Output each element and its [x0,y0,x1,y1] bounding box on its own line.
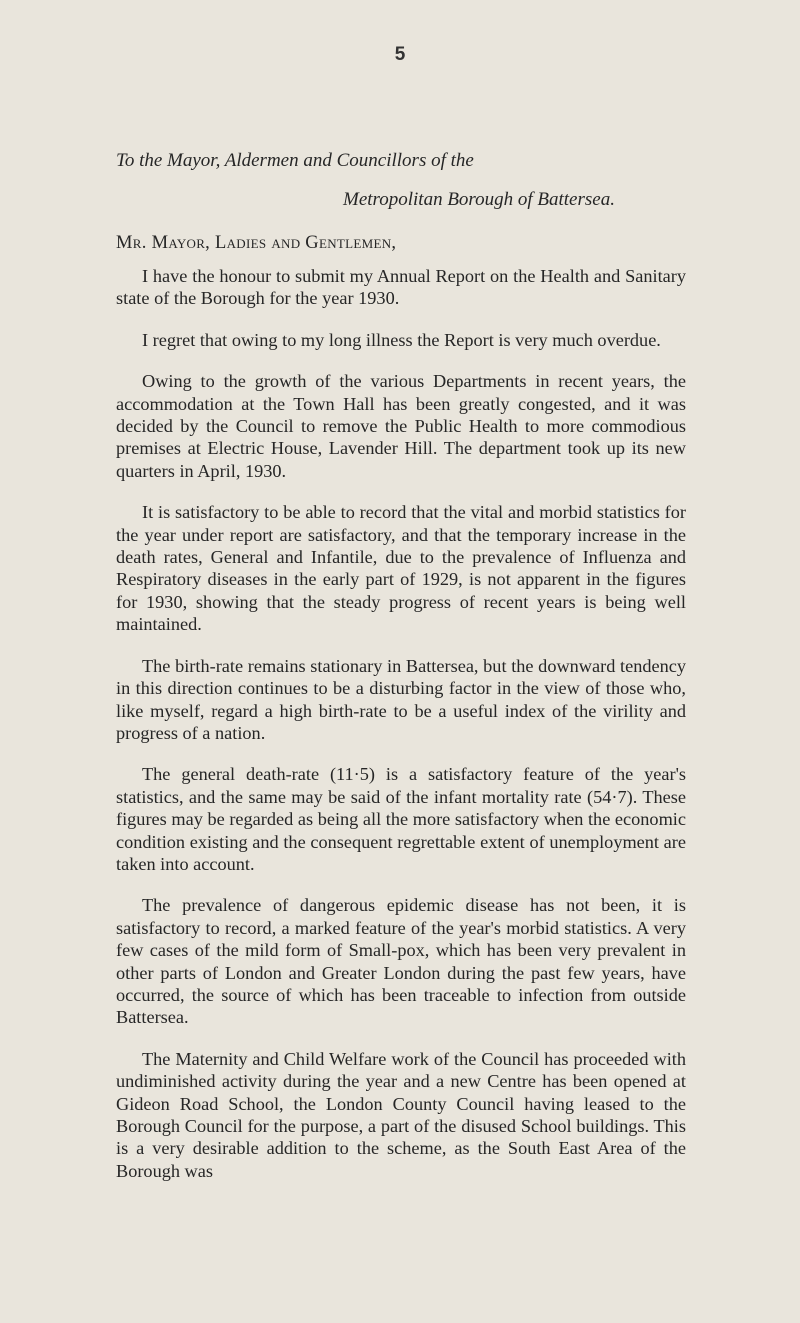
paragraph-maternity-welfare: The Maternity and Child Welfare work of the Council has proceeded with undiminished activity during the year and a new Centre has been opened at Gideon Road School, the London County Council having leased to the Borough Council for the purpose, a part of the disused School buildings. This is a very desirable addition to the scheme, as the South East Area of the Borough was [116,1048,686,1181]
paragraph-birth-rate: The birth-rate remains stationary in Battersea, but the downward tendency in this direction continues to be a disturbing factor in the view of those who, like myself, regard a high birth-rate to be a useful index of the virility and progress of a nation. [116,655,686,743]
addressee-line-2: Metropolitan Borough of Battersea. [343,189,615,210]
paragraph-death-rate: The general death-rate (11·5) is a satisfactory feature of the year's statistics, and the same may be said of the infant mortality rate (54·7). These figures may be regarded as being all the more satisfactory when the economic condition existing and the consequent regrettable extent of unemployment are taken into account. [116,764,686,874]
paragraph-vital-statistics: It is satisfactory to be able to record that the vital and morbid statistics for the year under report are satisfactory, and that the temporary increase in the death rates, General and Infantile, due to the prevalence of Influenza and Respiratory diseases in the early part of 1929, is not apparent in the figures for 1930, showing that the steady progress of recent years is being well maintained. [116,502,686,635]
paragraph-epidemic-disease: The prevalence of dangerous epidemic disease has not been, it is satisfactory to record, a marked feature of the year's morbid statistics. A very few cases of the mild form of Small-pox, which has been very prevalent in other parts of London and Greater London during the past few years, have occurred, the source of which has been traceable to infection from outside Battersea. [116,895,686,1028]
salutation: Mr. Mayor, Ladies and Gentlemen, [116,233,397,253]
addressee-line-1: To the Mayor, Aldermen and Councillors of the [116,150,474,171]
page-number: 5 [394,44,406,65]
paragraph-overdue: I regret that owing to my long illness the Report is very much overdue. [142,329,661,350]
paragraph-annual-report: I have the honour to submit my Annual Report on the Health and Sanitary state of the Borough for the year 1930. [116,266,686,309]
paragraph-department-move: Owing to the growth of the various Departments in recent years, the accommodation at the Town Hall has been greatly congested, and it was decided by the Council to remove the Public Health to more commodious premises at Electric House, Lavender Hill. The department took up its new quarters in April, 1930. [116,371,686,481]
report-body [116,265,686,1201]
